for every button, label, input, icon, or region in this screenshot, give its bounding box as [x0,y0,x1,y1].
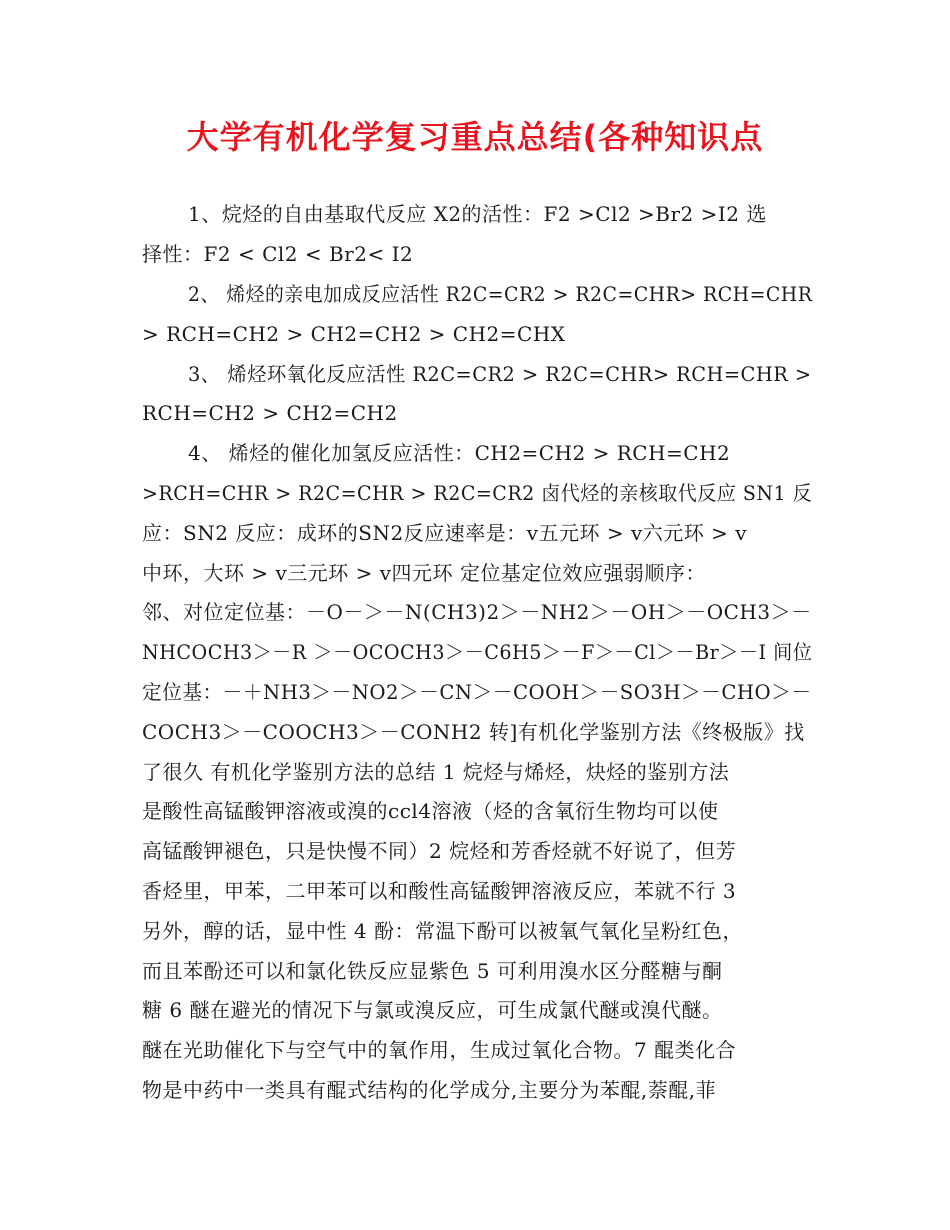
text-line: > RCH=CH2 > CH2=CH2 > CH2=CHX [142,322,566,346]
text-line: 邻、对位定位基：－O－＞－N(CH3)2＞－NH2＞－OH＞－OCH3＞－ [142,600,812,624]
text-line: 择性：F2 < Cl2 < Br2< I2 [142,242,414,266]
text-line: 是酸性高锰酸钾溶液或溴的ccl4溶液（烃的含氧衍生物均可以使 [142,799,719,823]
text-line: 定位基：－＋NH3＞－NO2＞－CN＞－COOH＞－SO3H＞－CHO＞－ [142,680,812,704]
text-line: COCH3＞－COOCH3＞－CONH2 转]有机化学鉴别方法《终极版》找 [142,720,805,744]
text-line: 高锰酸钾褪色，只是快慢不同）2 烷烃和芳香烃就不好说了，但芳 [142,839,737,863]
text-line: RCH=CH2 > CH2=CH2 [142,401,398,425]
text-line: 物是中药中一类具有醌式结构的化学成分,主要分为苯醌,萘醌,菲 [142,1078,717,1102]
text-line: 香烃里，甲苯，二甲苯可以和酸性高锰酸钾溶液反应，苯就不行 3 [142,879,737,903]
text-line: 应：SN2 反应：成环的SN2反应速率是：v五元环 > v六元环 > v [142,521,748,545]
text-line: NHCOCH3＞－R ＞－OCOCH3＞－C6H5＞－F＞－Cl＞－Br＞－I 间位 [142,640,813,664]
text-line: 醚在光助催化下与空气中的氧作用，生成过氧化合物。7 醌类化合 [142,1038,737,1062]
text-line: 而且苯酚还可以和氯化铁反应显紫色 5 可利用溴水区分醛糖与酮 [142,959,723,983]
text-line: 3、 烯烃环氧化反应活性 R2C=CR2 > R2C=CHR> RCH=CHR > [188,362,812,386]
text-line: 另外，醇的话，显中性 4 酚：常温下酚可以被氧气氧化呈粉红色， [142,919,743,943]
text-line: >RCH=CHR > R2C=CHR > R2C=CR2 卤代烃的亲核取代反应 SN1 反 [142,481,813,505]
text-line: 中环，大环 > v三元环 > v四元环 定位基定位效应强弱顺序： [142,561,706,585]
text-line: 1、烷烃的自由基取代反应 X2的活性：F2 >Cl2 >Br2 >I2 选 [188,202,767,226]
text-line: 2、 烯烃的亲电加成反应活性 R2C=CR2 > R2C=CHR> RCH=CHR [188,282,813,306]
text-line: 糖 6 醚在避光的情况下与氯或溴反应，可生成氯代醚或溴代醚。 [142,998,723,1022]
text-line: 4、 烯烃的催化加氢反应活性：CH2=CH2 > RCH=CH2 [188,441,731,465]
document-title: 大学有机化学复习重点总结(各种知识点 [186,118,764,156]
text-line: 了很久 有机化学鉴别方法的总结 1 烷烃与烯烃，炔烃的鉴别方法 [142,760,730,784]
